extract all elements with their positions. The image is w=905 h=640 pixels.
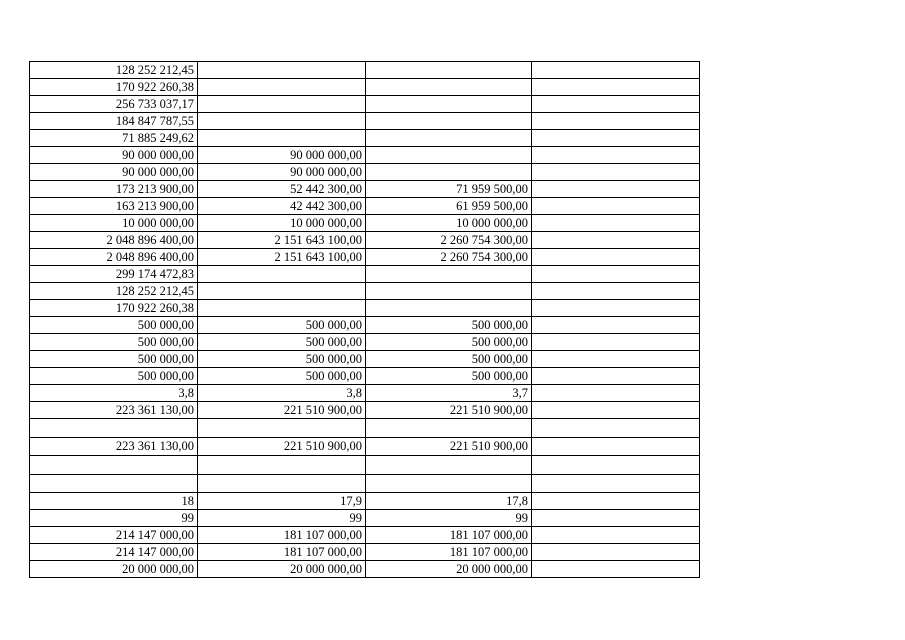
table-cell-col-3: 71 959 500,00 <box>366 181 532 198</box>
table-cell-col-1: 223 361 130,00 <box>30 402 198 419</box>
table-cell-col-1: 18 <box>30 493 198 510</box>
table-row <box>30 456 700 475</box>
table-cell-col-2 <box>198 79 366 96</box>
table-cell-col-3: 20 000 000,00 <box>366 561 532 578</box>
table-cell-col-3 <box>366 300 532 317</box>
table-row <box>30 215 700 232</box>
table-row <box>30 368 700 385</box>
table-cell-col-2: 20 000 000,00 <box>198 561 366 578</box>
table-cell-col-4 <box>532 456 700 475</box>
table-cell-col-1 <box>30 474 198 493</box>
table-cell-col-4 <box>532 79 700 96</box>
table-cell-col-3: 3,7 <box>366 385 532 402</box>
table-cell-col-3 <box>366 164 532 181</box>
table-cell-col-3 <box>366 283 532 300</box>
table-cell-col-2 <box>198 474 366 493</box>
table-cell-col-4 <box>532 147 700 164</box>
table-row <box>30 493 700 510</box>
table-row <box>30 232 700 249</box>
table-cell-col-4 <box>532 113 700 130</box>
table-cell-col-2: 10 000 000,00 <box>198 215 366 232</box>
table-cell-col-1: 90 000 000,00 <box>30 147 198 164</box>
table-cell-col-1: 214 147 000,00 <box>30 544 198 561</box>
table-cell-col-2 <box>198 456 366 475</box>
table-cell-col-4 <box>532 181 700 198</box>
table-cell-col-1: 99 <box>30 510 198 527</box>
table-row <box>30 164 700 181</box>
table-cell-col-1: 128 252 212,45 <box>30 62 198 79</box>
table-row <box>30 419 700 438</box>
table-cell-col-2: 52 442 300,00 <box>198 181 366 198</box>
table-row <box>30 283 700 300</box>
table-cell-col-3: 500 000,00 <box>366 368 532 385</box>
table-row <box>30 402 700 419</box>
table-row <box>30 198 700 215</box>
table-cell-col-4 <box>532 385 700 402</box>
table-cell-col-1: 184 847 787,55 <box>30 113 198 130</box>
table-cell-col-3 <box>366 62 532 79</box>
table-cell-col-2: 90 000 000,00 <box>198 164 366 181</box>
table-cell-col-3 <box>366 96 532 113</box>
table-cell-col-2: 221 510 900,00 <box>198 437 366 456</box>
table-cell-col-4 <box>532 300 700 317</box>
table-cell-col-3 <box>366 266 532 283</box>
table-cell-col-1: 500 000,00 <box>30 351 198 368</box>
table-cell-col-3: 500 000,00 <box>366 317 532 334</box>
table-cell-col-2: 2 151 643 100,00 <box>198 232 366 249</box>
table-cell-col-4 <box>532 493 700 510</box>
table-row <box>30 385 700 402</box>
table-cell-col-2 <box>198 419 366 438</box>
table-cell-col-4 <box>532 510 700 527</box>
table-cell-col-1: 500 000,00 <box>30 334 198 351</box>
table-cell-col-3: 181 107 000,00 <box>366 544 532 561</box>
table-row <box>30 113 700 130</box>
table-cell-col-4 <box>532 334 700 351</box>
table-cell-col-4 <box>532 215 700 232</box>
table-cell-col-3: 17,8 <box>366 493 532 510</box>
table-cell-col-3 <box>366 130 532 147</box>
table-cell-col-2 <box>198 96 366 113</box>
table-cell-col-4 <box>532 198 700 215</box>
table-cell-col-2 <box>198 113 366 130</box>
table-cell-col-4 <box>532 474 700 493</box>
table-cell-col-4 <box>532 437 700 456</box>
table-cell-col-1: 90 000 000,00 <box>30 164 198 181</box>
table-cell-col-3: 61 959 500,00 <box>366 198 532 215</box>
table-cell-col-4 <box>532 561 700 578</box>
table-cell-col-3: 500 000,00 <box>366 351 532 368</box>
table-row <box>30 561 700 578</box>
table-cell-col-1 <box>30 419 198 438</box>
table-row <box>30 510 700 527</box>
table-row <box>30 266 700 283</box>
table-cell-col-3 <box>366 419 532 438</box>
table-cell-col-4 <box>532 266 700 283</box>
table-cell-col-2: 17,9 <box>198 493 366 510</box>
table-row <box>30 181 700 198</box>
table-cell-col-1: 10 000 000,00 <box>30 215 198 232</box>
table-cell-col-2: 221 510 900,00 <box>198 402 366 419</box>
table-cell-col-2: 3,8 <box>198 385 366 402</box>
table-cell-col-4 <box>532 232 700 249</box>
table-row <box>30 130 700 147</box>
table-cell-col-4 <box>532 249 700 266</box>
table-row <box>30 96 700 113</box>
table-cell-col-3 <box>366 474 532 493</box>
table-cell-col-3: 181 107 000,00 <box>366 527 532 544</box>
table-cell-col-1: 128 252 212,45 <box>30 283 198 300</box>
table-cell-col-1: 500 000,00 <box>30 368 198 385</box>
table-cell-col-2 <box>198 300 366 317</box>
table-row <box>30 249 700 266</box>
table-cell-col-1: 170 922 260,38 <box>30 300 198 317</box>
table-cell-col-3: 221 510 900,00 <box>366 437 532 456</box>
table-cell-col-3: 500 000,00 <box>366 334 532 351</box>
table-cell-col-2 <box>198 283 366 300</box>
table-cell-col-3: 99 <box>366 510 532 527</box>
table-cell-col-1: 214 147 000,00 <box>30 527 198 544</box>
table-row <box>30 147 700 164</box>
table-cell-col-3: 2 260 754 300,00 <box>366 249 532 266</box>
table-cell-col-2: 500 000,00 <box>198 368 366 385</box>
table-cell-col-1: 2 048 896 400,00 <box>30 232 198 249</box>
table-cell-col-1: 500 000,00 <box>30 317 198 334</box>
table-cell-col-2: 181 107 000,00 <box>198 527 366 544</box>
table-cell-col-1: 2 048 896 400,00 <box>30 249 198 266</box>
table-cell-col-3 <box>366 113 532 130</box>
table-cell-col-3 <box>366 79 532 96</box>
table-cell-col-1 <box>30 456 198 475</box>
table-row <box>30 474 700 493</box>
table-cell-col-4 <box>532 351 700 368</box>
table-cell-col-2: 90 000 000,00 <box>198 147 366 164</box>
table-cell-col-4 <box>532 402 700 419</box>
table-cell-col-1: 173 213 900,00 <box>30 181 198 198</box>
table-cell-col-3: 221 510 900,00 <box>366 402 532 419</box>
table-row <box>30 544 700 561</box>
table-cell-col-1: 170 922 260,38 <box>30 79 198 96</box>
table-cell-col-2 <box>198 62 366 79</box>
table-cell-col-1: 163 213 900,00 <box>30 198 198 215</box>
table-cell-col-4 <box>532 164 700 181</box>
table-cell-col-1: 71 885 249,62 <box>30 130 198 147</box>
data-table <box>29 61 700 578</box>
table-cell-col-4 <box>532 283 700 300</box>
table-cell-col-2: 181 107 000,00 <box>198 544 366 561</box>
table-cell-col-2: 42 442 300,00 <box>198 198 366 215</box>
table-row <box>30 437 700 456</box>
table-cell-col-1: 3,8 <box>30 385 198 402</box>
table-cell-col-3: 2 260 754 300,00 <box>366 232 532 249</box>
table-cell-col-4 <box>532 527 700 544</box>
table-row <box>30 317 700 334</box>
table-row <box>30 79 700 96</box>
table-cell-col-4 <box>532 368 700 385</box>
table-cell-col-4 <box>532 317 700 334</box>
table-cell-col-1: 20 000 000,00 <box>30 561 198 578</box>
table-cell-col-2 <box>198 130 366 147</box>
table-cell-col-2: 99 <box>198 510 366 527</box>
table-cell-col-1: 299 174 472,83 <box>30 266 198 283</box>
table-cell-col-4 <box>532 544 700 561</box>
table-cell-col-4 <box>532 96 700 113</box>
table-cell-col-3 <box>366 456 532 475</box>
table-row <box>30 300 700 317</box>
table-row <box>30 334 700 351</box>
table-cell-col-1: 256 733 037,17 <box>30 96 198 113</box>
table-cell-col-1: 223 361 130,00 <box>30 437 198 456</box>
table-cell-col-3 <box>366 147 532 164</box>
table-row <box>30 62 700 79</box>
table-cell-col-4 <box>532 62 700 79</box>
table-cell-col-2: 500 000,00 <box>198 351 366 368</box>
table-cell-col-2: 2 151 643 100,00 <box>198 249 366 266</box>
table-cell-col-2: 500 000,00 <box>198 317 366 334</box>
table-cell-col-2 <box>198 266 366 283</box>
table-cell-col-4 <box>532 130 700 147</box>
table-cell-col-2: 500 000,00 <box>198 334 366 351</box>
table-row <box>30 527 700 544</box>
table-cell-col-3: 10 000 000,00 <box>366 215 532 232</box>
table-cell-col-4 <box>532 419 700 438</box>
table-body <box>30 62 700 578</box>
table-row <box>30 351 700 368</box>
